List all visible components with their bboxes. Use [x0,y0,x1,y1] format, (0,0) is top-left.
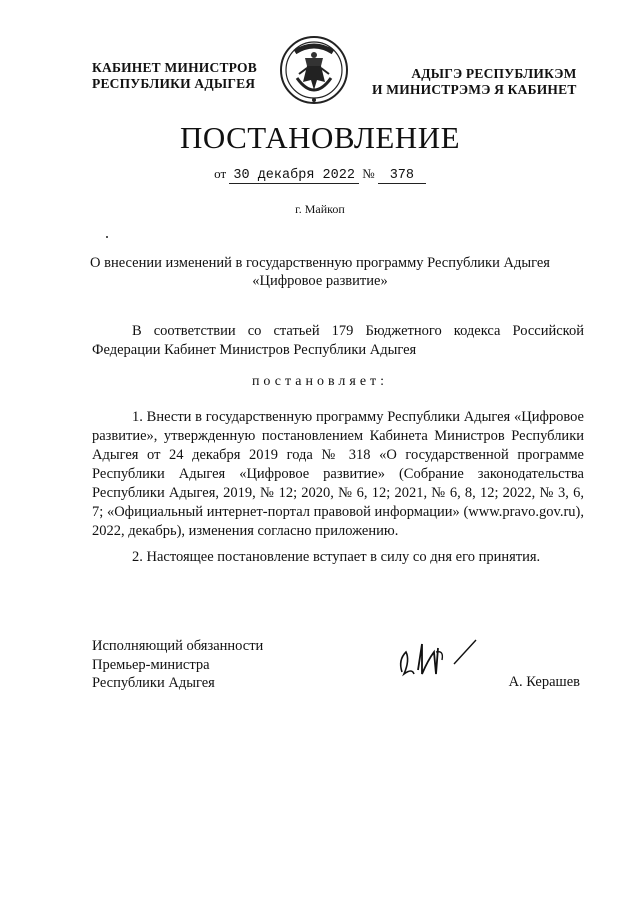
document-date: 30 декабря 2022 [229,168,359,184]
issuer-name-russian [92,60,257,92]
date-number-line [0,166,640,184]
issue-city: г. Майкоп [295,202,345,216]
issuer-adyghe-line-2: И МИНИСТРЭМЭ Я КАБИНЕТ [372,82,577,97]
document-subject [60,254,580,290]
number-sign: № [362,166,375,181]
issuer-line-2: РЕСПУБЛИКИ АДЫГЕЯ [92,76,256,91]
signatory-line-1: Исполняющий обязанности [92,638,264,654]
signatory-position [92,637,263,693]
document-title: ПОСТАНОВЛЕНИЕ [179,120,461,155]
resolution-item-2: 2. Настоящее постановление вступает в силу со дня его принятия. [132,549,541,565]
stray-mark [106,236,108,238]
legal-basis-paragraph: В соответствии со статьей 179 Бюджетного кодекса Российской Федерации Кабинет Министров Республики Адыгея [92,323,584,358]
date-prefix: от [214,166,227,181]
handwritten-signature-icon [392,630,492,686]
coat-of-arms-emblem-icon [277,32,351,110]
signatory-line-2: Премьер-министра [92,656,210,673]
resolution-item-1: 1. Внести в государственную программу Республики Адыгея «Цифровое развитие», утвержденную постановлением Кабинета Министров Республики Адыгея от 24 декабря 2019 года № 318 «О государственной программе Республики Адыгея «Цифровое развитие» (Собрание законодательства Республики Адыгея, 2019, № 12; 2020, № 6, 12; 2021, № 6, 8, 12; 2022, № 3, 6, 7; «Официальный интернет-портал правовой информации» (www.pravo.gov.ru), 2022, декабрь), изменения согласно приложению. [92,409,584,539]
signatory-name: А. Керашев [508,674,580,690]
issuer-name-adyghe [372,66,577,98]
resolves-heading: постановляет: [251,374,389,389]
issuer-adyghe-line-1: АДЫГЭ РЕСПУБЛИКЭМ [411,66,577,81]
subject-line-1: О внесении изменений в государственную программу Республики Адыгея [90,255,550,271]
subject-line-2: «Цифровое развитие» [252,273,388,289]
issuer-line-1: КАБИНЕТ МИНИСТРОВ [92,60,257,75]
signatory-line-3: Республики Адыгея [92,675,215,691]
document-number: 378 [378,168,426,184]
